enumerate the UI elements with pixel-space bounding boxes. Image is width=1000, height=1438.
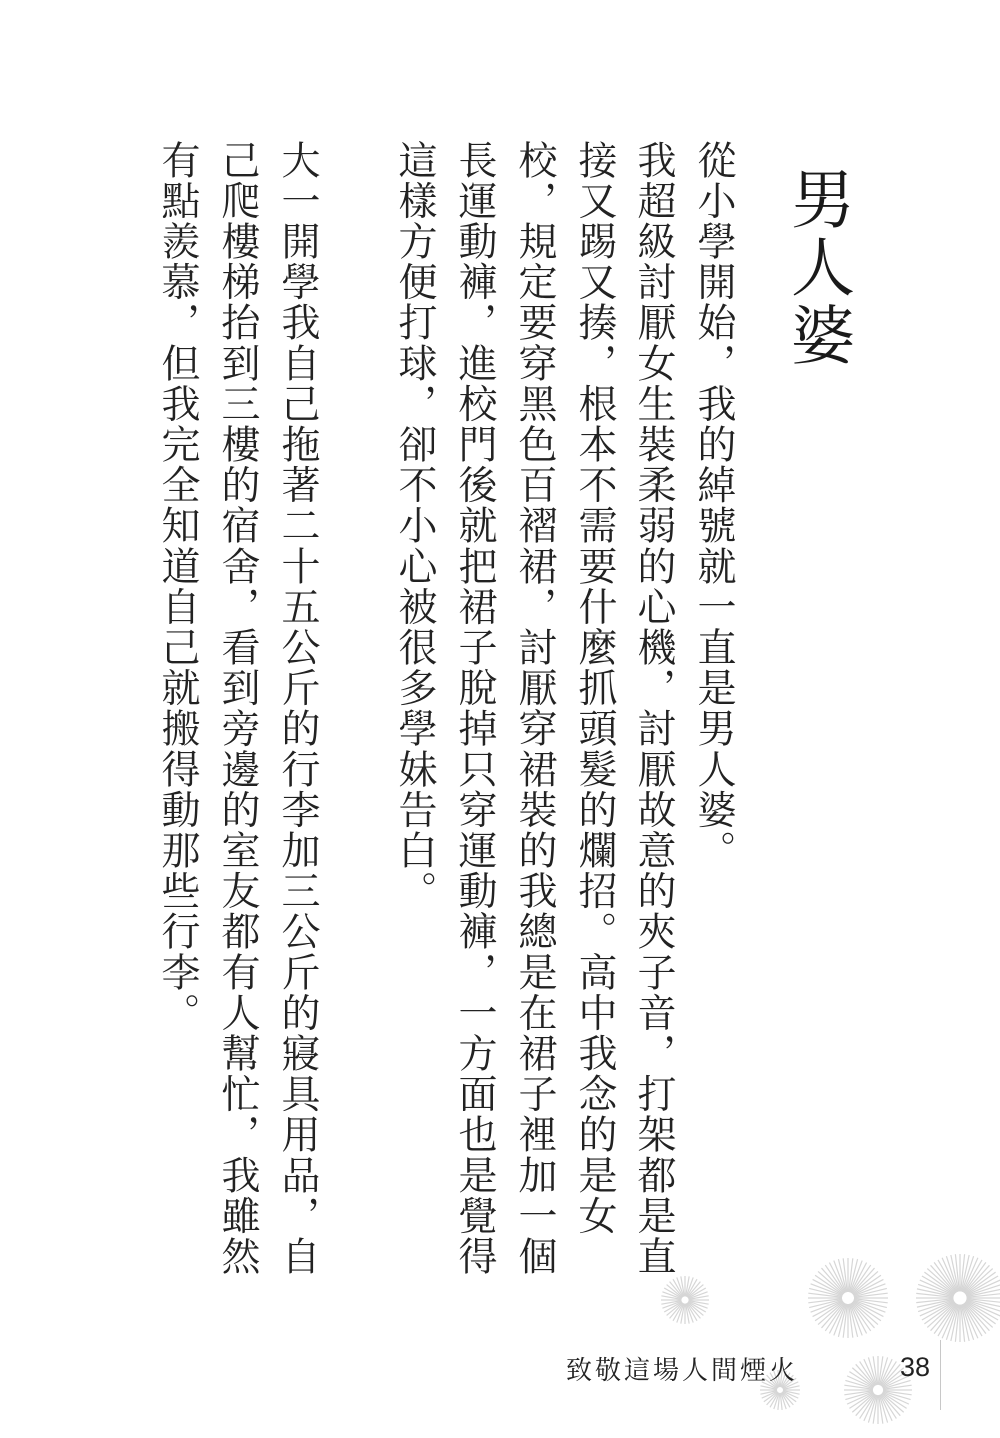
text-column-5: 長運動褲，進校門後就把裙子脫掉只穿運動褲，一方面也是覺得 [452, 140, 497, 1277]
chapter-title: 男人婆 [780, 166, 854, 370]
text-column-6: 這樣方便打球，卻不小心被很多學妹告白。 [392, 140, 437, 912]
text-column-4: 校，規定要穿黑色百褶裙，討厭穿裙裝的我總是在裙子裡加一個 [512, 140, 557, 1277]
text-column-2: 我超級討厭女生裝柔弱的心機，討厭故意的夾子音，打架都是直 [631, 140, 676, 1277]
text-column-9: 有點羨慕，但我完全知道自己就搬得動那些行李。 [155, 140, 200, 1034]
fireworks-icon [660, 1240, 1000, 1438]
footer-divider [940, 1340, 941, 1410]
footer-book-title: 致敬這場人間煙火 [566, 1356, 799, 1386]
text-column-8: 己爬樓梯抬到三樓的宿舍，看到旁邊的室友都有人幫忙，我雖然 [215, 140, 260, 1277]
text-column-7: 大一開學我自己拖著二十五公斤的行李加三公斤的寢具用品，自 [275, 140, 320, 1277]
page-number: 38 [900, 1352, 931, 1382]
text-column-1: 從小學開始，我的綽號就一直是男人婆。 [691, 140, 736, 871]
text-column-3: 接又踢又揍，根本不需要什麼抓頭髮的爛招。高中我念的是女 [572, 140, 617, 1237]
